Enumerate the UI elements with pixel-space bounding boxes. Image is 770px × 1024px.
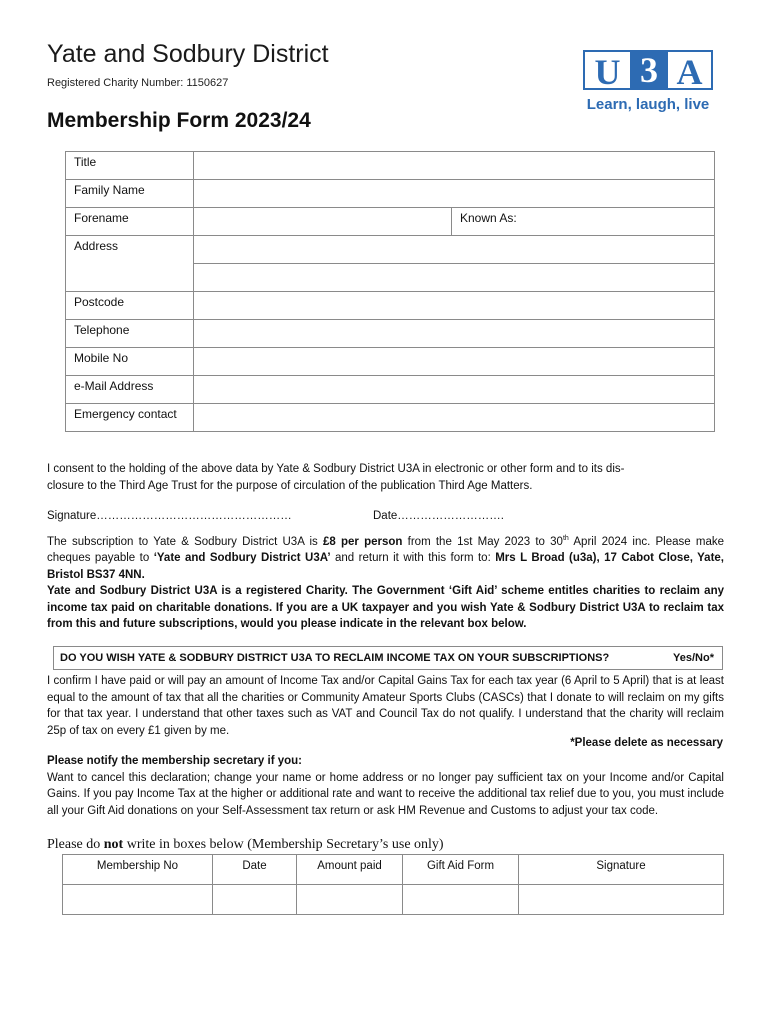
logo-letter-u: U — [583, 50, 632, 90]
telephone-label: Telephone — [66, 320, 194, 348]
u3a-logo — [583, 50, 713, 120]
subscription-price: £8 per person — [322, 535, 403, 548]
address-label: Address — [66, 236, 194, 292]
email-label: e-Mail Address — [66, 376, 194, 404]
title-label: Title — [66, 152, 194, 180]
subscription-info — [47, 531, 724, 633]
member-details-table — [65, 151, 715, 432]
gift-aid-form-cell[interactable] — [403, 885, 519, 915]
logo-tagline: Learn, laugh, live — [586, 96, 710, 113]
subscription-text-3: April 2024 inc. Please make cheques payable to — [47, 535, 724, 565]
postcode-field[interactable] — [194, 292, 715, 320]
organisation-name: Yate and Sodbury District — [47, 40, 329, 68]
col-membership-no: Membership No — [63, 855, 213, 885]
office-note-post: write in boxes below (Membership Secretary’s use only) — [123, 837, 444, 852]
emergency-contact-label: Emergency contact — [66, 404, 194, 432]
forename-label: Forename — [66, 208, 194, 236]
charity-number: Registered Charity Number: 1150627 — [47, 77, 229, 89]
col-signature: Signature — [519, 855, 724, 885]
consent-line-2: closure to the Third Age Trust for the purpose of circulation of the publication Third Age Matters. — [47, 479, 533, 492]
subscription-text-2: from the 1st May 2023 to 30 — [402, 535, 563, 548]
known-as-field[interactable] — [452, 208, 715, 236]
office-note-bold: not — [103, 837, 124, 852]
date-line[interactable]: Date………………………. — [373, 510, 504, 522]
telephone-field[interactable] — [194, 320, 715, 348]
signature-cell[interactable] — [519, 885, 724, 915]
gift-aid-yes-no[interactable]: Yes/No* — [673, 652, 714, 664]
postcode-label: Postcode — [66, 292, 194, 320]
form-title: Membership Form 2023/24 — [47, 109, 311, 132]
gift-aid-question: DO YOU WISH YATE & SODBURY DISTRICT U3A TO RECLAIM INCOME TAX ON YOUR SUBSCRIPTIONS? — [60, 652, 610, 664]
gift-aid-question-box[interactable] — [53, 646, 723, 670]
membership-no-cell[interactable] — [63, 885, 213, 915]
address-line-1-field[interactable] — [194, 236, 715, 264]
gift-aid-explanation: Yate and Sodbury District U3A is a registered Charity. The Government ‘Gift Aid’ scheme entitles charities to reclaim any income tax paid on charitable donations. If you are a UK taxpayer and you wish Yate & Sodbury District U3A to reclaim tax from this and future subscriptions, would you please indicate in the relevant box below. — [47, 585, 724, 631]
forename-field[interactable] — [194, 208, 452, 236]
family-name-field[interactable] — [194, 180, 715, 208]
delete-note: *Please delete as necessary — [570, 737, 723, 749]
gift-aid-declaration: I confirm I have paid or will pay an amount of Income Tax and/or Capital Gains Tax for each tax year (6 April to 5 April) that is at least equal to the amount of tax that all the charities or Community Amateur Sports Clubs (CASCs) that I donate to will reclaim on my gifts for that tax year. I understand that other taxes such as VAT and Council Tax do not qualify. I understand that the charity will reclaim 25p of tax on every £1 given by me. — [47, 675, 724, 737]
col-amount-paid: Amount paid — [297, 855, 403, 885]
office-use-note — [47, 837, 444, 853]
col-date: Date — [213, 855, 297, 885]
office-note-pre: Please do — [47, 837, 104, 852]
subscription-th: th — [562, 535, 569, 542]
logo-letter-3: 3 — [630, 50, 668, 90]
return-address: Mrs L Broad (u3a), 17 Cabot Close, Yate, Bristol BS37 4NN. — [47, 552, 724, 581]
consent-line-1: I consent to the holding of the above data by Yate & Sodbury District U3A in electronic or other form and to its dis- — [47, 463, 625, 475]
family-name-label: Family Name — [66, 180, 194, 208]
notify-section — [47, 753, 724, 819]
subscription-text-4: and return it with this form to: — [330, 552, 496, 565]
consent-statement — [47, 461, 724, 494]
known-as-label: Known As: — [460, 211, 517, 225]
notify-text: Want to cancel this declaration; change your name or home address or no longer pay sufficient tax on your Income and/or Capital Gains. If you pay Income Tax at the higher or additional rate and want to receive the additional tax relief due to you, you must include all your Gift Aid donations on your Self-Assessment tax return or ask HM Revenue and Customs to adjust your tax code. — [47, 771, 724, 817]
title-field[interactable] — [194, 152, 715, 180]
date-cell[interactable] — [213, 885, 297, 915]
address-line-2-field[interactable] — [194, 264, 715, 292]
signature-line[interactable]: Signature…………………………………………… — [47, 510, 292, 522]
cheque-payee: ‘Yate and Sodbury District U3A’ — [153, 552, 331, 565]
col-gift-aid-form: Gift Aid Form — [403, 855, 519, 885]
emergency-contact-field[interactable] — [194, 404, 715, 432]
subscription-text-1: The subscription to Yate & Sodbury District U3A is — [47, 535, 323, 548]
notify-heading: Please notify the membership secretary if you: — [47, 755, 303, 767]
mobile-label: Mobile No — [66, 348, 194, 376]
amount-paid-cell[interactable] — [297, 885, 403, 915]
email-field[interactable] — [194, 376, 715, 404]
logo-letter-a: A — [666, 50, 713, 90]
mobile-field[interactable] — [194, 348, 715, 376]
office-use-table — [62, 854, 724, 915]
